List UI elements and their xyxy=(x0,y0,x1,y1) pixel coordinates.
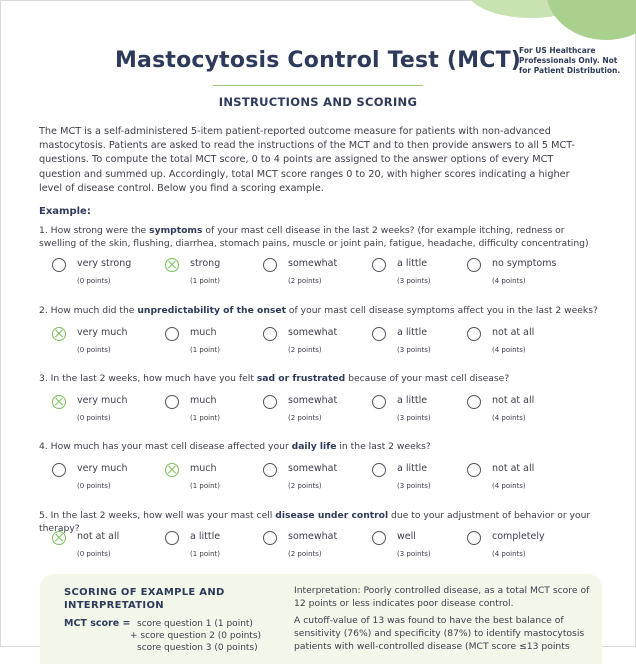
question-text-part: 2. How much did the xyxy=(39,305,138,316)
answer-option[interactable] xyxy=(467,395,577,429)
answer-label: a little xyxy=(397,327,428,338)
answer-option[interactable] xyxy=(52,531,162,565)
title-underline xyxy=(213,85,423,86)
answer-option[interactable] xyxy=(52,395,162,429)
radio-icon[interactable] xyxy=(263,258,277,272)
answer-label: somewhat xyxy=(288,463,338,474)
answer-option[interactable] xyxy=(165,327,275,361)
question-text-part: in the last 2 weeks? xyxy=(336,441,431,452)
answer-points: (3 points) xyxy=(397,550,431,558)
question-text-part: 3. In the last 2 weeks, how much have you felt xyxy=(39,373,257,384)
answer-points: (2 points) xyxy=(288,346,322,354)
answer-label: well xyxy=(397,531,416,542)
page-title: Mastocytosis Control Test (MCT) xyxy=(114,48,522,73)
decorative-blob xyxy=(546,0,636,40)
answer-option[interactable] xyxy=(263,463,373,497)
answer-label: no symptoms xyxy=(492,258,557,269)
answer-label: not at all xyxy=(492,327,535,338)
interpretation-text: Interpretation: Poorly controlled disease, as a total MCT score of 12 points or less indicates poor disease control. xyxy=(294,585,590,609)
answer-points: (0 points) xyxy=(77,414,111,422)
question-text-part: 4. How much has your mast cell disease affected your xyxy=(39,441,292,452)
answer-option[interactable] xyxy=(372,463,482,497)
question-3-text xyxy=(39,373,599,386)
answer-points: (0 points) xyxy=(77,550,111,558)
radio-checked-icon[interactable] xyxy=(165,258,179,272)
question-text-part: 1. How strong were the xyxy=(39,225,150,236)
answer-option[interactable] xyxy=(263,258,373,292)
question-keyword: unpredictability of the onset xyxy=(137,305,286,316)
answer-label: much xyxy=(190,327,217,338)
radio-icon[interactable] xyxy=(467,463,481,477)
answer-points: (2 points) xyxy=(288,414,322,422)
audience-note: For US Healthcare Professionals Only. Not for Patient Distribution. xyxy=(519,46,621,75)
answer-points: (3 points) xyxy=(397,414,431,422)
answer-label: somewhat xyxy=(288,258,338,269)
radio-icon[interactable] xyxy=(467,327,481,341)
answer-option[interactable] xyxy=(165,463,275,497)
radio-checked-icon[interactable] xyxy=(52,395,66,409)
question-text-part: because of your mast cell disease? xyxy=(345,373,510,384)
question-5-options xyxy=(52,531,612,565)
score-line: + score question 2 (0 points) xyxy=(130,631,262,641)
answer-label: very much xyxy=(77,463,128,474)
answer-label: very strong xyxy=(77,258,132,269)
answer-label: much xyxy=(190,395,217,406)
radio-icon[interactable] xyxy=(372,327,386,341)
answer-points: (2 points) xyxy=(288,277,322,285)
question-keyword: daily life xyxy=(291,441,337,452)
score-line: score question 1 (1 point) xyxy=(137,619,253,629)
answer-label: a little xyxy=(190,531,221,542)
question-4-text xyxy=(39,441,599,454)
answer-option[interactable] xyxy=(467,531,577,565)
answer-points: (1 point) xyxy=(190,482,220,490)
answer-points: (4 points) xyxy=(492,277,526,285)
radio-checked-icon[interactable] xyxy=(52,531,66,545)
answer-option[interactable] xyxy=(467,463,577,497)
radio-icon[interactable] xyxy=(372,531,386,545)
answer-option[interactable] xyxy=(372,327,482,361)
question-2-text xyxy=(39,305,599,318)
radio-icon[interactable] xyxy=(52,258,66,272)
answer-label: completely xyxy=(492,531,545,542)
radio-icon[interactable] xyxy=(165,531,179,545)
radio-icon[interactable] xyxy=(52,463,66,477)
answer-option[interactable] xyxy=(467,258,577,292)
answer-label: somewhat xyxy=(288,327,338,338)
answer-label: strong xyxy=(190,258,221,269)
radio-icon[interactable] xyxy=(263,463,277,477)
answer-label: not at all xyxy=(492,395,535,406)
answer-points: (4 points) xyxy=(492,482,526,490)
answer-option[interactable] xyxy=(467,327,577,361)
radio-icon[interactable] xyxy=(467,258,481,272)
radio-icon[interactable] xyxy=(165,395,179,409)
answer-label: somewhat xyxy=(288,395,338,406)
answer-points: (2 points) xyxy=(288,550,322,558)
answer-points: (1 point) xyxy=(190,414,220,422)
answer-points: (4 points) xyxy=(492,346,526,354)
answer-option[interactable] xyxy=(372,258,482,292)
answer-label: somewhat xyxy=(288,531,338,542)
question-keyword: sad or frustrated xyxy=(256,373,346,384)
question-1-options xyxy=(52,258,612,292)
answer-points: (3 points) xyxy=(397,277,431,285)
question-text-part: 5. In the last 2 weeks, how well was your mast cell xyxy=(39,510,276,521)
section-subtitle: INSTRUCTIONS AND SCORING xyxy=(218,95,418,109)
mct-score-label: MCT score = xyxy=(64,618,131,629)
cutoff-text: A cutoff-value of 13 was found to have the best balance of sensitivity (76%) and specificity (87%) to identify mastocytosis patients with well-controlled disease (MCT score ≤13 points xyxy=(294,615,585,652)
answer-label: very much xyxy=(77,327,128,338)
radio-checked-icon[interactable] xyxy=(52,327,66,341)
radio-icon[interactable] xyxy=(263,395,277,409)
radio-icon[interactable] xyxy=(372,463,386,477)
scoring-title: SCORING OF EXAMPLE AND INTERPRETATION xyxy=(64,587,225,611)
answer-label: not at all xyxy=(77,531,120,542)
answer-points: (2 points) xyxy=(288,482,322,490)
answer-points: (0 points) xyxy=(77,482,111,490)
answer-label: a little xyxy=(397,395,428,406)
answer-label: not at all xyxy=(492,463,535,474)
question-2-options xyxy=(52,327,612,361)
answer-points: (3 points) xyxy=(397,482,431,490)
score-line: score question 3 (0 points) xyxy=(137,643,258,653)
answer-option[interactable] xyxy=(52,463,162,497)
answer-points: (1 point) xyxy=(190,346,220,354)
answer-label: much xyxy=(190,463,217,474)
answer-option[interactable] xyxy=(52,258,162,292)
radio-icon[interactable] xyxy=(263,531,277,545)
radio-checked-icon[interactable] xyxy=(165,463,179,477)
question-keyword: symptoms xyxy=(149,225,203,236)
answer-option[interactable] xyxy=(165,258,275,292)
answer-points: (1 point) xyxy=(190,550,220,558)
question-text-part: due to your adjustment of behavior or your therapy? xyxy=(39,510,591,534)
answer-option[interactable] xyxy=(372,531,482,565)
answer-option[interactable] xyxy=(263,395,373,429)
answer-points: (3 points) xyxy=(397,346,431,354)
example-label: Example: xyxy=(39,206,91,217)
answer-points: (0 points) xyxy=(77,346,111,354)
answer-option[interactable] xyxy=(52,327,162,361)
question-3-options xyxy=(52,395,612,429)
radio-icon[interactable] xyxy=(263,327,277,341)
question-1-text xyxy=(39,225,599,250)
intro-paragraph: The MCT is a self-administered 5-item patient-reported outcome measure for patients with non-advanced mastocytosis. Patients are asked to read the instructions of the MCT and to then provide answers to all 5 MCT-questions. To compute the total MCT score, 0 to 4 points are assigned to the answer options of every MCT question and summed up. Accordingly, total MCT score ranges 0 to 20, with higher scores indicating a higher level of disease control. Below you find a scoring example. xyxy=(39,126,575,194)
answer-option[interactable] xyxy=(165,531,275,565)
answer-option[interactable] xyxy=(263,531,373,565)
radio-icon[interactable] xyxy=(165,327,179,341)
answer-points: (4 points) xyxy=(492,414,526,422)
radio-icon[interactable] xyxy=(467,395,481,409)
radio-icon[interactable] xyxy=(372,395,386,409)
answer-points: (4 points) xyxy=(492,550,526,558)
radio-icon[interactable] xyxy=(372,258,386,272)
answer-option[interactable] xyxy=(165,395,275,429)
question-keyword: disease under control xyxy=(275,510,389,521)
answer-label: a little xyxy=(397,463,428,474)
answer-option[interactable] xyxy=(372,395,482,429)
question-text-part: of your mast cell disease in the last 2 weeks? (for example itching, redness or swelling of the skin, flushing, diarrhea, stomach pains, muscle or joint pain, fatigue, headache, difficulty concentrating) xyxy=(39,225,589,249)
answer-label: a little xyxy=(397,258,428,269)
radio-icon[interactable] xyxy=(467,531,481,545)
answer-points: (0 points) xyxy=(77,277,111,285)
question-4-options xyxy=(52,463,612,497)
question-text-part: of your mast cell disease symptoms affect you in the last 2 weeks? xyxy=(285,305,598,316)
answer-label: very much xyxy=(77,395,128,406)
answer-points: (1 point) xyxy=(190,277,220,285)
answer-option[interactable] xyxy=(263,327,373,361)
